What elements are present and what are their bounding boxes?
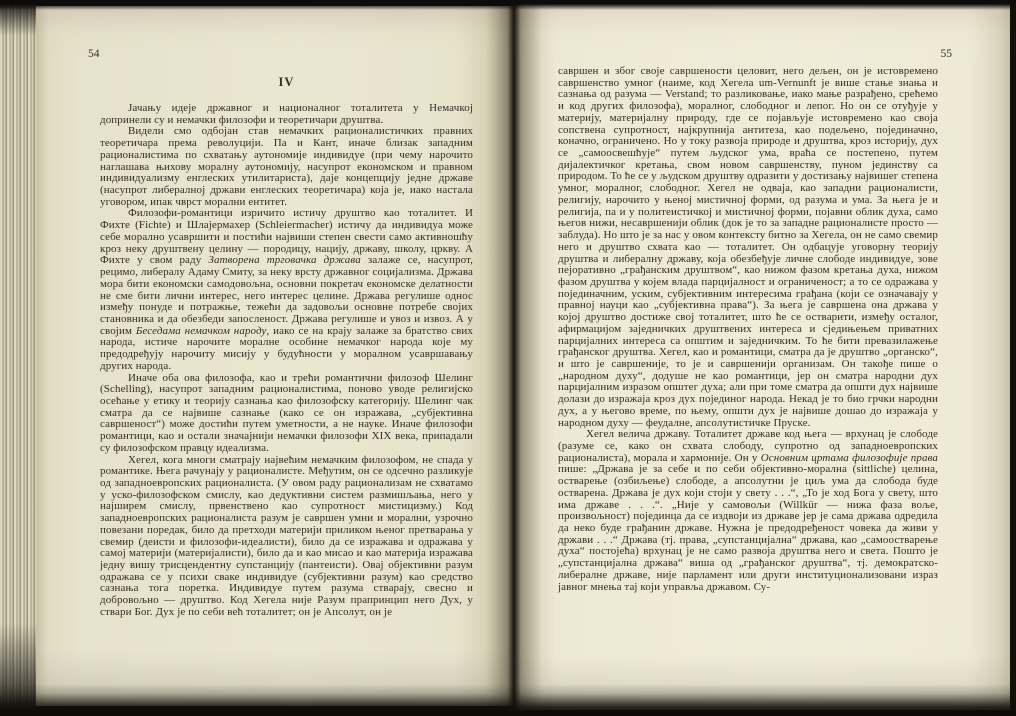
body-text: савршен и због своје савршености целовит, него дељен, он је истовремено савршенство умног (наиме, код Хегела um-Vernunft је више стање знања и сазнања од разума — Verstand; то разликовање, иако мање разрађено, срећемо и код других филозофа), моралног, слободног и лепог. Но он се отуђује у материју, материјалну природу, где се појављује истовремено као своја сопствена супротност, најкрупнија антитеза, као подељено, појединачно, коначно, ограничено. Но у току развоја природе и друштва, кроз историју, дух се „самоосвешћује“ путем људског ума, враћа се постепено, путем дијалектичког кретања, свом новом савршенству, пуном јединству са природом. То ће се у људском друштву одразити у достизању највишег степена умног, моралног, слободног. Хегел не одваја, као западни рационалисти, религију, нарочито у њеној мистичној форми, од разума и ума. За њега је и религија, па и у политеистичкој и мистичној форми, појавни облик духа, само његов нижи, несавршенији облик (док је то за западне рационалисте просто — заблуда). Но што је за нас у овом контексту битно за Хегела, он не само свемир него и друштво схвата као — тоталитет. Он одбацује уговорну теорију друштва и либералну државу, која обезбеђује личне слободе индивидуе, зове пејоративно „грађанским друштвом“, као нижом фазом кретања духа, нижом фазом друштва у којем влада парцијалност и ограниченост; а то се одражава у појединачним, уским, субјективним интересима грађана (који се означавају у правној науци као „субјективна права“). За њега је савршена она држава у којој друштво достиже свој тоталитет, што ће се остварити, између осталог, афирмацијом заједничких друштвених интереса и сједињењем приватних парцијалних интереса са општим и заједничким. То ће бити превазилажење грађанског друштва. Хегел, као и романтици, сматра да је друштво „органско“, и што је савршеније, то је и савршенији организам. Он такође пише о „народном духу“, додуше не као романтици, јер он сматра народни дух парцијалним изразом општег духа; али при томе сматра да општи дух највише долази до изражаја кроз дух појединог народа. Некад је то био грчки народни дух, а у његово време, по њему, општи дух је највише дошао до изражаја у народном духу — феудалне, апсолутистичке Пруске.	[558, 66, 938, 429]
paragraph	[100, 373, 473, 455]
body-text: Јачању идеје државног и националног тоталитета у Немачкој допринели су и немачки филозофи и теоретичари друштва.	[100, 103, 473, 126]
paragraph	[100, 103, 473, 126]
italic-title-text: Беседама немачком народу	[135, 324, 267, 337]
body-text: , иако се на крају залаже за братство свих народа, истиче нарочите моралне особине немачког народа које му предодређују нарочиту мисију у будућности у моралном усавршавању других народа.	[100, 324, 473, 372]
paragraph	[558, 429, 938, 593]
page-55	[512, 4, 1010, 710]
body-text: Иначе оба ова филозофа, као и трећи романтични филозоф Шелинг (Schelling), насупрот западним рационалистима, поново уводе религијско осећање у етику и теорију сазнања као филозофску категорију. Шелинг чак сматра да се највише сазнање (како се он изражава, „субјективна савршеност“) може достићи путем уметности, а не науке. Иначе филозофи романтици, као и остали значајнији немачки филозофи XIX века, припадали су филозофском правцу идеализма.	[100, 371, 473, 454]
paragraph	[100, 126, 473, 208]
body-text: залаже се, насупрот, рецимо, либералу Адаму Смиту, за неку врсту државног социјализма. Држава мора бити економски самодовољна, основни покретач економске делатности не сме бити лични интерес, него интерес целине. Држава регулише однос између понуде и потражње, тежећи да задовољи основне потребе својих становника и да обезбеди запосленост. Држава регулише и увоз и извоз. А у својим	[100, 254, 473, 337]
body-text: пише: „Држава је за себе и по себи објективно-морална (sittliche) целина, остварење (озбиљење) слободе, а апсолутни је циљ ума да слобода буде остварена. Држава је дух који стоји у свету . . .“, „То је ход Бога у свету, што има државе . . .“. „Није у самовољи (Willkür — нижа фаза воље, произвољност) појединца да се издвоји из државе јер је сама држава одредила да неко буде грађанин државе. Нужна је предодређеност човека да живи у држави . . .“ Држава (тј. права, „супстанцијална“ држава, као „самоостварење духа“ постојећа) врхунац је не само развоја друштва него и света. Пошто је „супстанцијална држава“ виша од „грађанског друштва“, тј. демократско-либералне државе, није парламент или други институционализовани израз јавног мнења тај који управља државом. Су-	[558, 463, 938, 593]
paragraph	[558, 66, 938, 429]
body-text: Филозофи-романтици изричито истичу друштво као тоталитет. И Фихте (Fichte) и Шлајермахер (Schleiermacher) истичу да индивидуа може себе морално усавршити и постићи највиши степен свести само активношћу кроз неку друштвену целину — породицу, нацију, државу, школу, цркву. А Фихте у свом раду	[100, 207, 473, 267]
right-page-text	[558, 66, 938, 668]
page-number-right: 55	[940, 48, 952, 60]
paragraph	[100, 208, 473, 372]
page-stack-edge	[0, 0, 36, 716]
italic-title-text: Затворена трговачка држава	[208, 254, 361, 267]
page-number-left: 54	[88, 48, 100, 60]
chapter-heading: IV	[278, 75, 295, 89]
body-text: Видели смо одбојан став немачких рационалистичких правних теоретичара према револуцији. Па и Кант, иначе близак западним рационалистима по схватању аутономије индивидуе (при чему нарочито наглашава њихову моралну аутономију, насупрот економском и правном индивидуализму енглеских утилитариста), даје концепцију једне државе (насупрот либералној држави енглеских теоретичара) која је, иако настала уговором, ипак чврст морални ентитет.	[100, 125, 473, 208]
paragraph	[100, 455, 473, 619]
left-page-text	[100, 103, 473, 653]
page-54	[34, 6, 512, 706]
body-text: Хегел велича државу. Тоталитет државе код њега — врхунац је слободе (разуме се, како он схвата слободу, супротно од западноевропских рационалиста), морала и хармоније. Он у	[558, 428, 938, 464]
body-text: Хегел, кога многи сматрају највећим немачким филозофом, не спада у романтике. Њега рачунају у рационалисте. Међутим, он се одсечно разликује од западноевропских рационалиста. (У овом раду рационализам не схватамо у уско-филозофском смислу, као дедуктивни систем размишљања, него у најширем смислу, првенствено као супротност мистицизму.) Код западноевропских рационалиста разум је савршен умни и морални, узрочно повезани поредак, било да претходи материји приликом њеног претварања у свемир (деисти и филозофи-идеалисти), било да се изражава и одражава у самој материји (материјалисти), било да и као мисао и као материја изражава једну вишу трисцендентну супстанцију (пантеисти). Овај објективни разум одражава се у психи сваке индивидуе (субјективни разум) као средство сазнања тога поретка. Индивидуе путем разума стварају, свесно и добровољно — друштво. Код Хегела није Разум прапринцип него Дух, у ствари Бог. Дух је по себи већ тоталитет; он је Апсолут, он је	[100, 453, 473, 618]
italic-title-text: Основним цртама филозофије права	[760, 451, 938, 464]
